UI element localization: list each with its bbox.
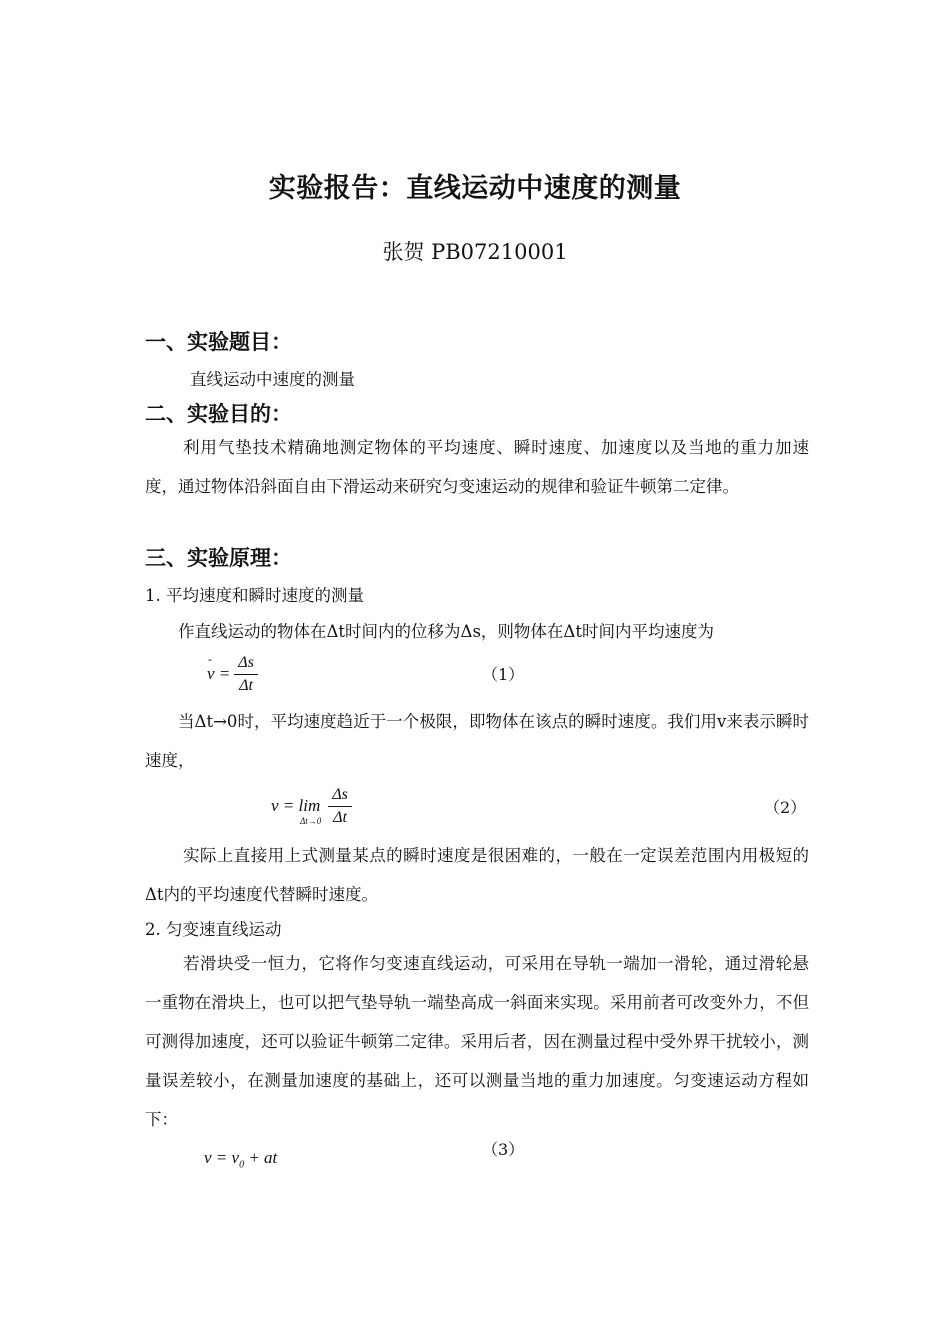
- eq2-limit-subscript: Δt→0: [300, 816, 322, 826]
- section-heading-topic: 一、实验题目：: [145, 330, 292, 354]
- eq2-number: （2）: [764, 798, 807, 817]
- eq2-denominator: Δt: [333, 809, 347, 826]
- eq1-lhs: v = -: [207, 652, 231, 683]
- section-heading-purpose: 二、实验目的：: [145, 402, 292, 426]
- paragraph-instant-velocity: 当Δt→0时，平均速度趋近于一个极限，即物体在该点的瞬时速度。我们用v来表示瞬时速度，: [145, 712, 809, 770]
- eq3-number: （3）: [482, 1140, 525, 1159]
- eq1-fraction: [234, 654, 258, 695]
- topic-text: 直线运动中速度的测量: [190, 370, 355, 389]
- eq2-numerator: Δs: [332, 786, 348, 803]
- eq2-lhs: v = lim: [271, 796, 321, 815]
- eq1-numerator: Δs: [238, 654, 254, 671]
- eq3-expression: $v = v_0$ + at: [204, 1148, 278, 1171]
- paragraph-uniform-acceleration: 若滑块受一恒力，它将作匀变速直线运动，可采用在导轨一端加一滑轮，通过滑轮悬一重物在滑块上，也可以把气垫导轨一端垫高成一斜面来实现。采用前者可改变外力，不但可测得加速度，还可以验证牛顿第二定律。采用后者，因在测量过程中受外界干扰较小，测量误差较小，在测量加速度的基础上，还可以测量当地的重力加速度。匀变速运动方程如下：: [145, 954, 809, 1129]
- eq1-number: （1）: [482, 665, 525, 684]
- eq2-fraction: [328, 786, 352, 827]
- page-title: 实验报告：直线运动中速度的测量: [268, 173, 682, 204]
- subsection-heading-2: 2. 匀变速直线运动: [145, 920, 282, 939]
- section-heading-principle: 三、实验原理：: [145, 546, 292, 570]
- eq1-denominator: Δt: [239, 677, 253, 694]
- paragraph-approximation: 实际上直接用上式测量某点的瞬时速度是很困难的，一般在一定误差范围内用极短的Δt内的平均速度代替瞬时速度。: [145, 846, 809, 904]
- purpose-paragraph: 利用气垫技术精确地测定物体的平均速度、瞬时速度、加速度以及当地的重力加速度，通过物体沿斜面自由下滑运动来研究匀变速运动的规律和验证牛顿第二定律。: [145, 438, 809, 496]
- subsection-heading-1: 1. 平均速度和瞬时速度的测量: [145, 586, 364, 605]
- paragraph-average-velocity: 作直线运动的物体在Δt时间内的位移为Δs，则物体在Δt时间内平均速度为: [178, 622, 714, 641]
- author-line: 张贺 PB07210001: [382, 240, 568, 264]
